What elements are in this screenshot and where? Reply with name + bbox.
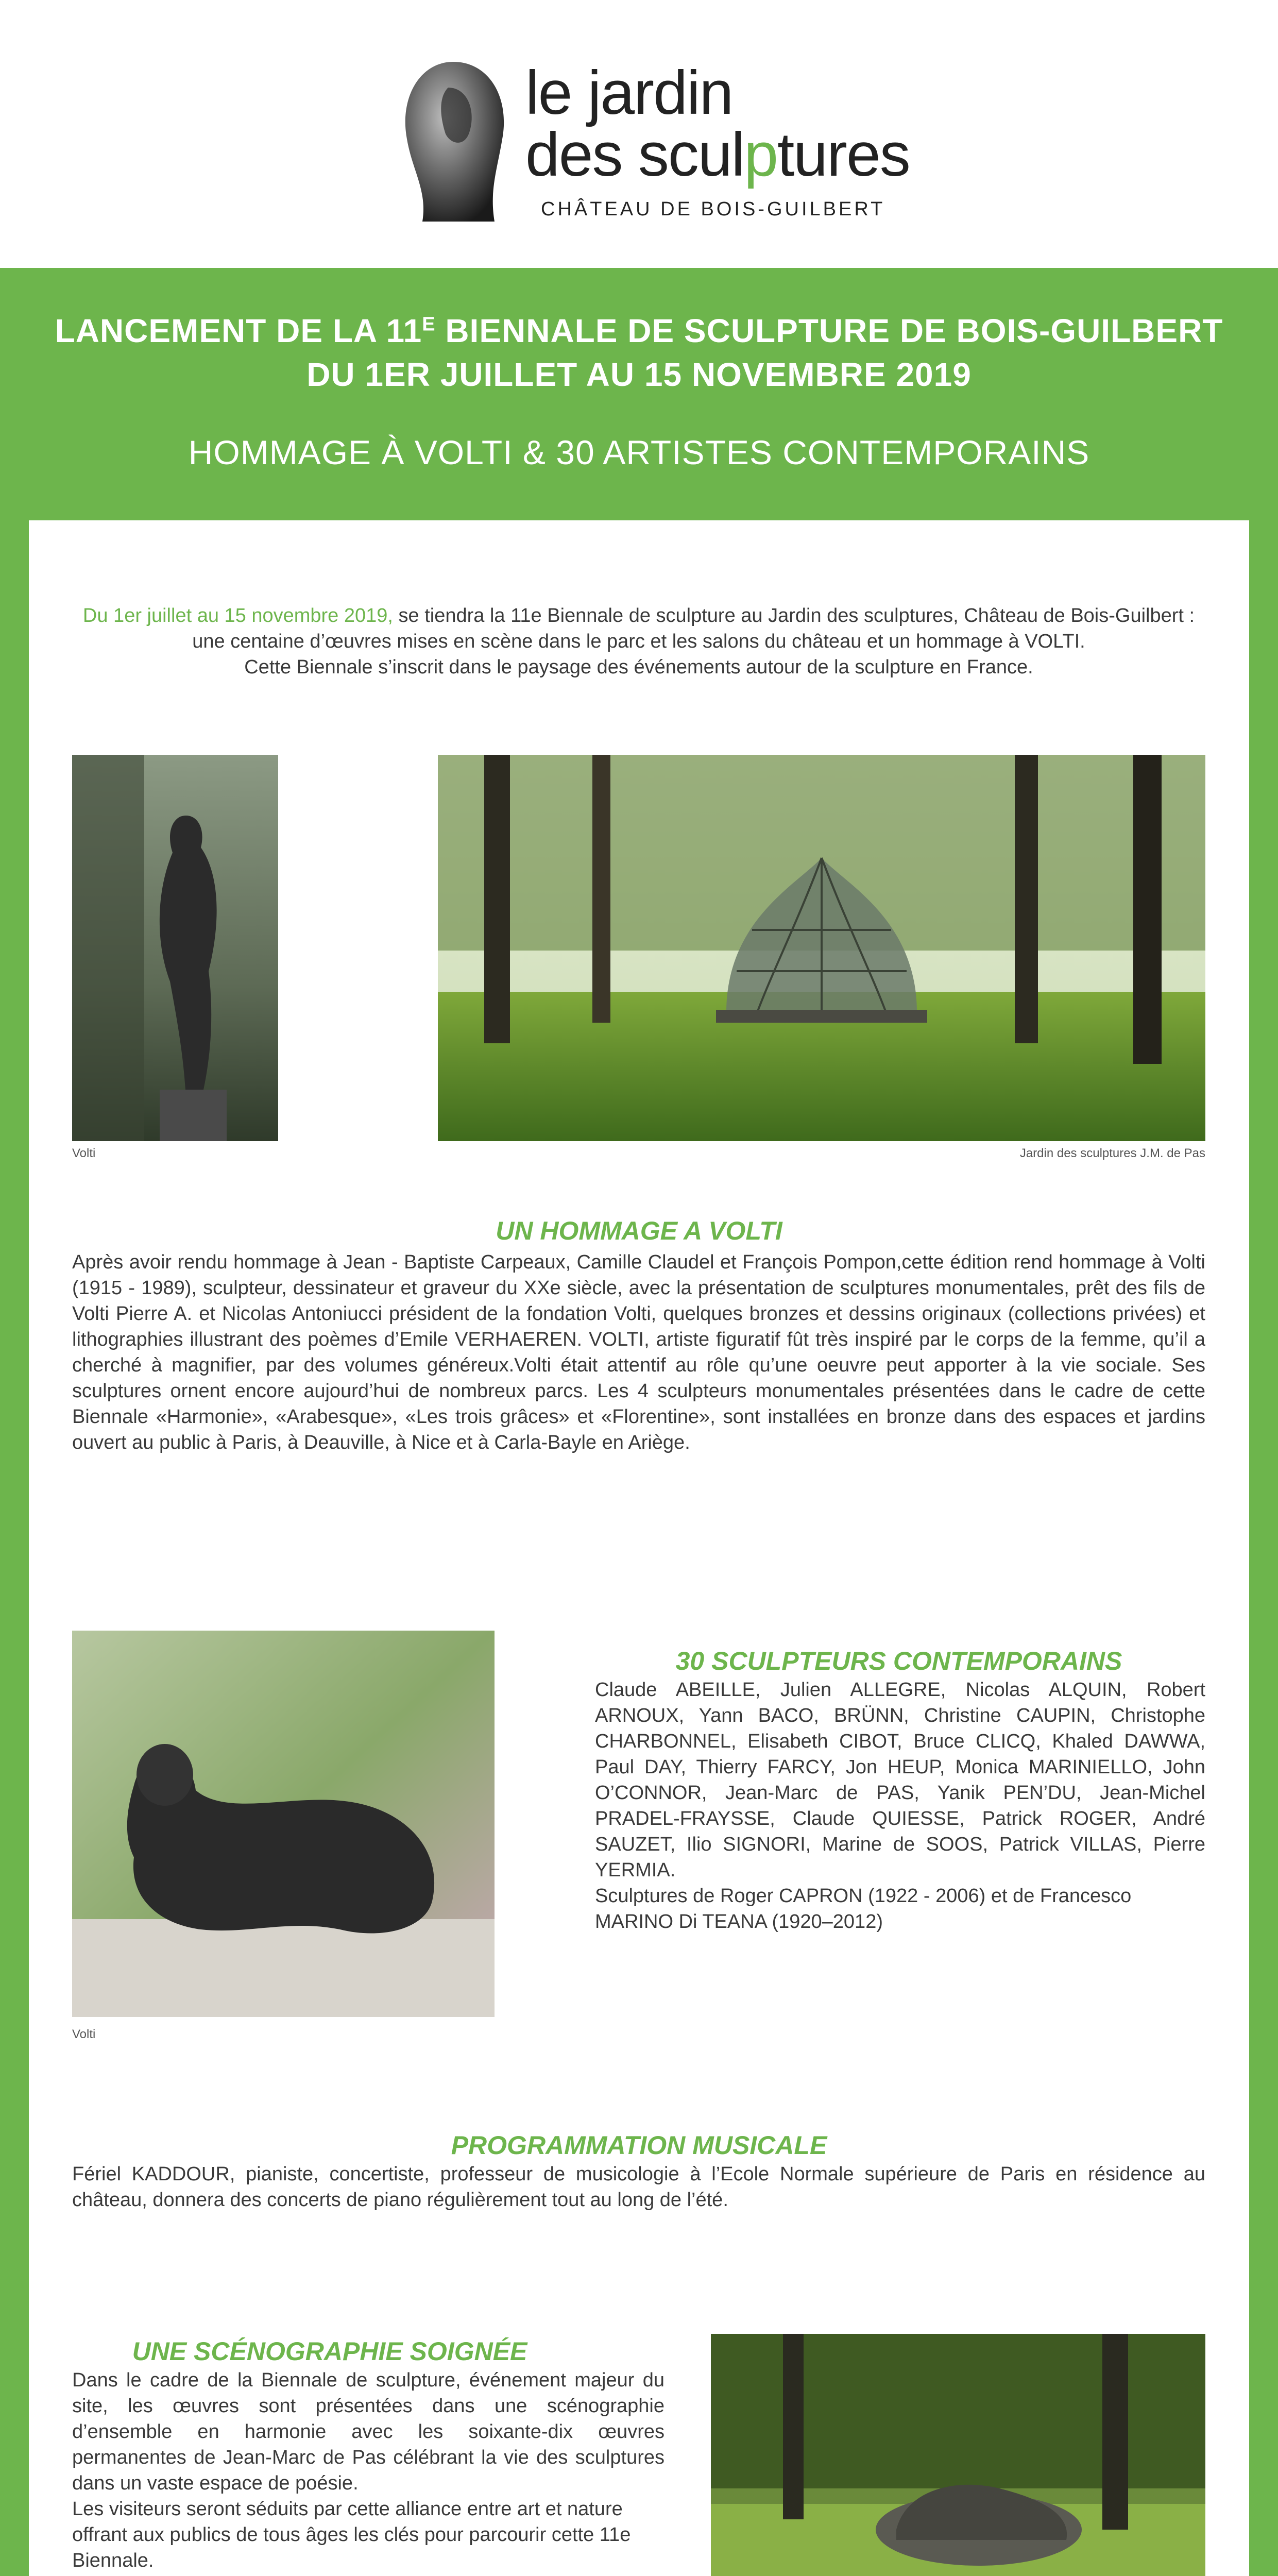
- caption-garden-1: Jardin des sculptures J.M. de Pas: [1019, 1146, 1205, 1160]
- sculpteurs-list2: Sculptures de Roger CAPRON (1922 - 2006) et de Francesco MARINO Di TEANA (1920–2012): [595, 1885, 1132, 1933]
- photo-garden-dome: [438, 755, 1205, 1141]
- intro-text1: se tiendra la 11e Biennale de sculpture au Jardin des sculptures, Château de Bois-Guilbert : une centaine d’œuvres mises en scène dans le parc et les salons du château et un hommage à VOLTI.: [192, 605, 1195, 652]
- sculpteurs-text: [595, 1677, 1205, 1935]
- caption-volti-1: Volti: [72, 1146, 96, 1160]
- musique-title: PROGRAMMATION MUSICALE: [451, 2131, 827, 2160]
- sculpture-logo-icon: [391, 57, 515, 232]
- banner-line3: HOMMAGE À VOLTI & 30 ARTISTES CONTEMPORAINS: [188, 433, 1090, 471]
- banner-line2: DU 1ER JUILLET AU 15 NOVEMBRE 2019: [306, 356, 972, 393]
- banner-sup: E: [422, 313, 436, 335]
- intro-text2: Cette Biennale s’inscrit dans le paysage des événements autour de la sculpture en France.: [244, 656, 1033, 678]
- scenographie-text1: Dans le cadre de la Biennale de sculpture, événement majeur du site, les œuvres sont présentées dans une scénographie d’ensemble en harmonie avec les soixante-dix œuvres permanentes de Jean-Marc de Pas célébrant la vie des sculptures dans un vaste espace de poésie.: [72, 2369, 664, 2494]
- sculpteurs-list: Claude ABEILLE, Julien ALLEGRE, Nicolas ALQUIN, Robert ARNOUX, Yann BACO, BRÜNN, Christine CAUPIN, Christophe CHARBONNEL, Elisabeth CIBOT, Bruce CLICQ, Khaled DAWWA, Paul DAY, Thierry FARCY, Jon HEUP, Monica MARINIELLO, John O’CONNOR, Jean-Marc de PAS, Yanik PEN’DU, Jean-Michel PRADEL-FRAYSSE, Claude QUIESSE, Patrick ROGER, André SAUZET, Ilio SIGNORI, Marine de SOOS, Patrick VILLAS, Pierre YERMIA.: [595, 1679, 1205, 1881]
- logo: [391, 41, 910, 247]
- photo-garden-sculpture: [711, 2334, 1205, 2576]
- caption-volti-2: Volti: [72, 2027, 96, 2041]
- intro-highlight: Du 1er juillet au 15 novembre 2019,: [82, 605, 393, 626]
- banner-line1: LANCEMENT DE LA $11^E$ BIENNALE DE SCULPTURE DE BOIS-GUILBERT: [55, 312, 1223, 349]
- logo-tagline: CHÂTEAU DE BOIS-GUILBERT: [541, 198, 885, 220]
- sculpteurs-title: 30 SCULPTEURS CONTEMPORAINS: [675, 1647, 1122, 1675]
- intro-paragraph: [77, 603, 1200, 680]
- photo-volti-statue: [72, 755, 278, 1141]
- logo-line2b: p: [744, 120, 777, 189]
- photo-reclining-sculpture: [72, 1631, 495, 2017]
- hommage-text: Après avoir rendu hommage à Jean - Baptiste Carpeaux, Camille Claudel et François Pompon,cette édition rend hommage à Volti (1915 - 1989), sculpteur, dessinateur et graveur du XXe siècle, avec la présentation de sculptures monumentales, prêt des fils de Volti Pierre A. et Nicolas Antoniucci président de la fondation Volti, quelques bronzes et dessins originaux (collections privées) et lithographies illustrant des poèmes d’Emile VERHAEREN. VOLTI, artiste figuratif fût très inspiré par le corps de la femme, qu’il a cherché à magnifier, par des volumes généreux.Volti était attentif au rôle qu’une oeuvre peut apporter à la vie sociale. Ses sculptures ornent encore aujourd’hui de nombreux parcs. Les 4 sculpteurs monumentales présentées dans le cadre de cette Biennale «Harmonie», «Arabesque», «Les trois grâces» et «Florentine», sont installées en bronze dans des espaces et jardins ouvert au public à Paris, à Deauville, à Nice et à Carla-Bayle en Ariège.: [72, 1251, 1205, 1453]
- scenographie-title: UNE SCÉNOGRAPHIE SOIGNÉE: [132, 2337, 527, 2366]
- scenographie-text: [72, 2367, 664, 2573]
- scenographie-text2: Les visiteurs seront séduits par cette alliance entre art et nature offrant aux publics de tous âges les clés pour parcourir cette 11e Biennale.: [72, 2498, 631, 2571]
- musique-text: Fériel KADDOUR, pianiste, concertiste, professeur de musicologie à l’Ecole Normale supérieure de Paris en résidence au château, donnera des concerts de piano régulièrement tout au long de l’été.: [72, 2163, 1205, 2211]
- logo-line2a: des scul: [525, 120, 744, 189]
- hommage-title: UN HOMMAGE A VOLTI: [496, 1216, 782, 1245]
- logo-line2c: tures: [777, 120, 910, 189]
- logo-line1: le jardin: [525, 58, 733, 127]
